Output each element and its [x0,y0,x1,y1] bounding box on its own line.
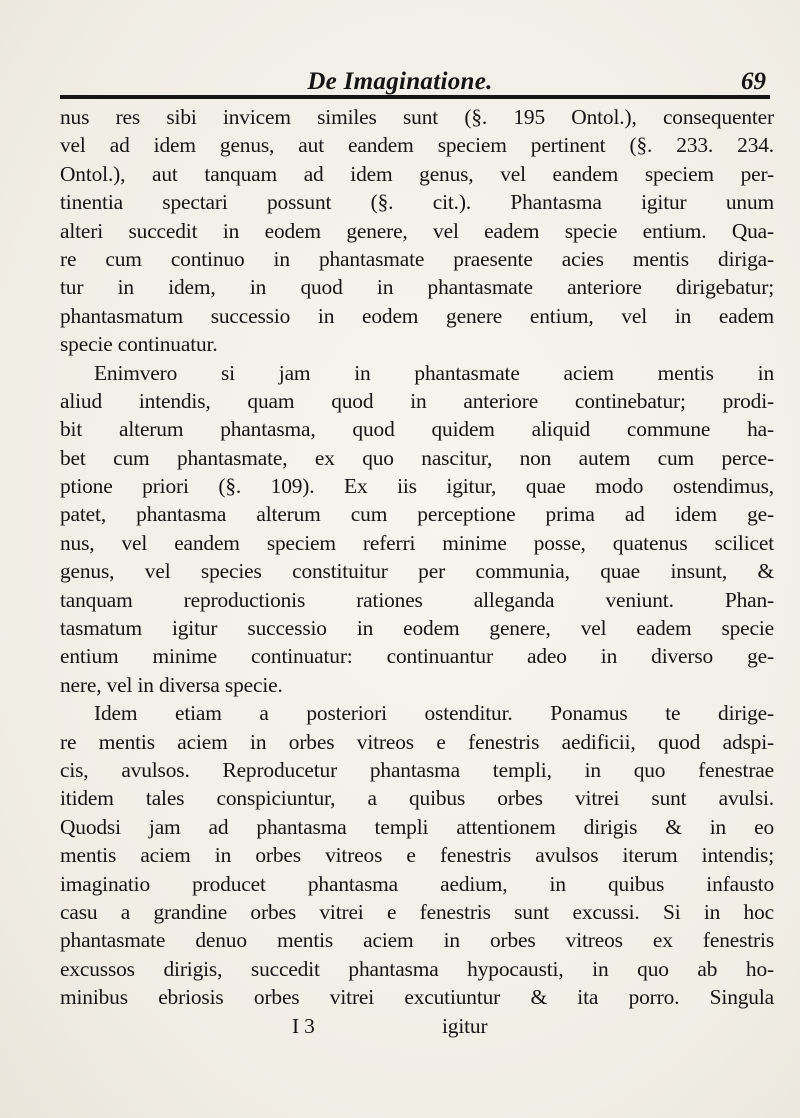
text-line: bit alterum phantasma, quod quidem aliquid commune ha- [60,417,774,442]
text-line: phantasmate denuo mentis aciem in orbes vitreos ex fenestris [60,928,774,953]
text-line: nere, vel in diversa specie. [60,672,283,697]
text-line: Enimvero si jam in phantasmate aciem mentis in [94,360,774,385]
header-rule [60,95,770,99]
text-line: tur in idem, in quod in phantasmate anteriore dirigebatur; [60,275,774,300]
signature-line [60,1012,774,1040]
text-line: imaginatio producet phantasma aedium, in quibus infausto [60,871,774,896]
text-line: mentis aciem in orbes vitreos e fenestris avulsos iterum intendis; [60,843,774,868]
text-line: ptione priori (§. 109). Ex iis igitur, quae modo ostendimus, [60,474,774,499]
text-line: patet, phantasma alterum cum perceptione prima ad idem ge- [60,502,774,527]
body-text [60,103,774,1040]
text-line: bet cum phantasmate, ex quo nascitur, non autem cum perce- [60,445,774,470]
text-line: genus, vel species constituitur per communia, quae insunt, & [60,559,774,584]
text-line: nus, vel eandem speciem referri minime posse, quatenus scilicet [60,530,774,555]
text-line: Quodsi jam ad phantasma templi attentionem dirigis & in eo [60,814,774,839]
text-line: aliud intendis, quam quod in anteriore continebatur; prodi- [60,388,774,413]
text-line: re mentis aciem in orbes vitreos e fenestris aedificii, quod adspi- [60,729,774,754]
text-line: cis, avulsos. Reproducetur phantasma templi, in quo fenestrae [60,757,774,782]
text-line: phantasmatum successio in eodem genere entium, vel in eadem [60,303,774,328]
text-line: vel ad idem genus, aut eandem speciem pertinent (§. 233. 234. [60,133,774,158]
page-number: 69 [741,68,766,95]
text-line: tinentia spectari possunt (§. cit.). Phantasma igitur unum [60,190,774,215]
text-line: Ontol.), aut tanquam ad idem genus, vel eandem speciem per- [60,161,774,186]
text-line: re cum continuo in phantasmate praesente acies mentis diriga- [60,246,774,271]
text-line: casu a grandine orbes vitrei e fenestris sunt excussi. Si in hoc [60,899,774,924]
text-line: tasmatum igitur successio in eodem genere, vel eadem specie [60,616,774,641]
text-line: entium minime continuatur: continuantur adeo in diverso ge- [60,644,774,669]
text-line: excussos dirigis, succedit phantasma hypocausti, in quo ab ho- [60,956,774,981]
text-line: Idem etiam a posteriori ostenditur. Ponamus te dirige- [94,701,774,726]
text-line: tanquam reproductionis rationes alleganda veniunt. Phan- [60,587,774,612]
catchword: igitur [442,1013,488,1038]
text-line: specie continuatur. [60,332,218,357]
text-line: nus res sibi invicem similes sunt (§. 195 Ontol.), consequenter [60,105,774,129]
page-title: De Imaginatione. [307,68,493,95]
text-line: minibus ebriosis orbes vitrei excutiuntur & ita porro. Singula [60,985,774,1010]
text-line: alteri succedit in eodem genere, vel eadem specie entium. Qua- [60,218,774,243]
text-line: itidem tales conspiciuntur, a quibus orbes vitrei sunt avulsi. [60,786,774,811]
signature-mark: I 3 [292,1013,315,1038]
